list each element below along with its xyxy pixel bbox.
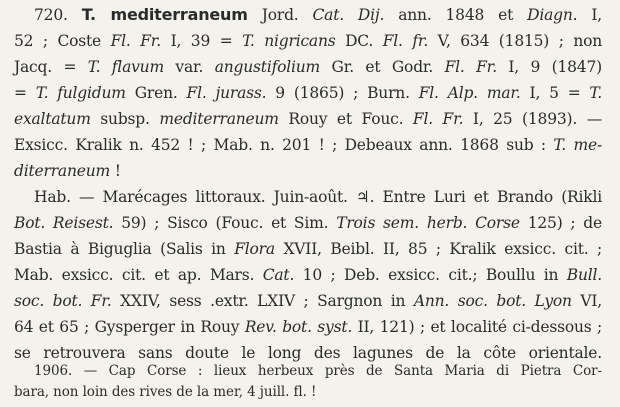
note-line-1: 1906. — Cap Corse : lieux herbeux près de Santa Maria di Pietra Cor- bbox=[34, 363, 602, 379]
habitat-line-5: soc. bot. Fr. XXIV, sess .extr. LXIV ; Sargnon in Ann. soc. bot. Lyon VI, bbox=[14, 292, 603, 310]
habitat-line-6: 64 et 65 ; Gysperger in Rouy Rev. bot. syst. II, 121) ; et localité ci-dessous ; bbox=[14, 318, 602, 336]
entry-line-3: Jacq. = T. flavum var. angustifolium Gr. et Godr. Fl. Fr. I, 9 (1847) bbox=[14, 58, 602, 76]
habitat-line-4: Mab. exsicc. cit. et ap. Mars. Cat. 10 ; Deb. exsicc. cit.; Boullu in Bull. bbox=[14, 266, 602, 284]
habitat-line-7: se retrouvera sans doute le long des lagunes de la côte orientale. bbox=[14, 344, 602, 362]
entry-line-4: = T. fulgidum Gren. Fl. jurass. 9 (1865) ; Burn. Fl. Alp. mar. I, 5 = T. bbox=[14, 84, 603, 102]
habitat-line-1: Hab. — Marécages littoraux. Juin-août. ♃. Entre Luri et Brando (Rikli bbox=[34, 188, 602, 206]
entry-line-2: 52 ; Coste Fl. Fr. I, 39 = T. nigricans DC. Fl. fr. V, 634 (1815) ; non bbox=[14, 32, 603, 50]
entry-line-6: Exsicc. Kralik n. 452 ! ; Mab. n. 201 ! ; Debeaux ann. 1868 sub : T. me- bbox=[14, 136, 602, 154]
entry-line-1: 720. T. mediterraneum Jord. Cat. Dij. ann. 1848 et Diagn. I, bbox=[34, 5, 603, 24]
entry-line-7: diterraneum ! bbox=[14, 162, 121, 180]
species-name: T. mediterraneum bbox=[81, 5, 248, 24]
habitat-line-2: Bot. Reisest. 59) ; Sisco (Fouc. et Sim. Trois sem. herb. Corse 125) ; de bbox=[14, 214, 602, 232]
entry-line-5: exaltatum subsp. mediterraneum Rouy et Fouc. Fl. Fr. I, 25 (1893). — bbox=[14, 110, 603, 128]
note-line-2: bara, non loin des rives de la mer, 4 juill. fl. ! bbox=[14, 384, 317, 400]
habitat-line-3: Bastia à Biguglia (Salis in Flora XVII, Beibl. II, 85 ; Kralik exsicc. cit. ; bbox=[14, 240, 602, 258]
perennial-symbol: ♃ bbox=[355, 188, 370, 206]
